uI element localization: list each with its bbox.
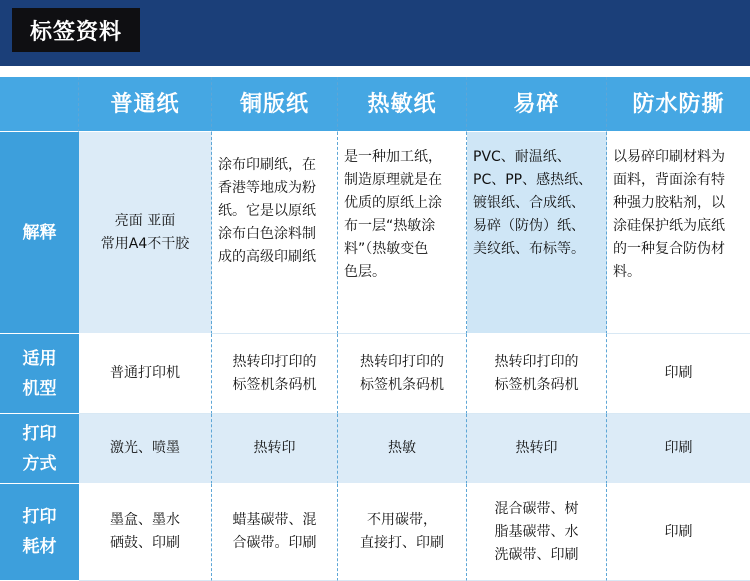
table-cell: 热转印打印的 标签机条码机 bbox=[467, 334, 607, 414]
table-cell: 蜡基碳带、混 合碳带。印刷 bbox=[212, 484, 338, 581]
column-header-coated-paper: 铜版纸 bbox=[212, 77, 338, 132]
table-cell: 热转印 bbox=[212, 414, 338, 484]
header-corner bbox=[0, 77, 79, 132]
table-cell: 印刷 bbox=[607, 334, 750, 414]
table-cell: 亮面 亚面 常用A4不干胶 bbox=[79, 132, 212, 334]
table-cell: 混合碳带、树 脂基碳带、水 洗碳带、印刷 bbox=[467, 484, 607, 581]
table-cell: 热敏 bbox=[338, 414, 467, 484]
table-cell: 热转印 bbox=[467, 414, 607, 484]
table-cell: 以易碎印刷材料为 面料，背面涂有特 种强力胶粘剂，以 涂硅保护纸为底纸 的一种复合防伪材 料。 bbox=[607, 132, 750, 334]
table-cell: 涂布印刷纸，在 香港等地成为粉 纸。它是以原纸 涂布白色涂料制 成的高级印刷纸 bbox=[212, 132, 338, 334]
table-cell: 激光、喷墨 bbox=[79, 414, 212, 484]
top-bar bbox=[0, 0, 750, 66]
row-header-print-method: 打印 方式 bbox=[0, 414, 79, 484]
table-cell: 普通打印机 bbox=[79, 334, 212, 414]
table-cell: 印刷 bbox=[607, 484, 750, 581]
row-header-consumables: 打印 耗材 bbox=[0, 484, 79, 581]
column-header-thermal-paper: 热敏纸 bbox=[338, 77, 467, 132]
table-cell: 印刷 bbox=[607, 414, 750, 484]
table-cell: 不用碳带， 直接打、印刷 bbox=[338, 484, 467, 581]
column-header-plain-paper: 普通纸 bbox=[79, 77, 212, 132]
label-comparison-table bbox=[0, 77, 750, 581]
row-header-explanation: 解释 bbox=[0, 132, 79, 334]
table-cell: 热转印打印的 标签机条码机 bbox=[338, 334, 467, 414]
divider bbox=[0, 66, 750, 77]
page-title: 标签资料 bbox=[12, 8, 140, 52]
row-header-models: 适用 机型 bbox=[0, 334, 79, 414]
table-cell: 是一种加工纸， 制造原理就是在 优质的原纸上涂 布一层“热敏涂 料”（热敏变色 色层。 bbox=[338, 132, 467, 334]
column-header-waterproof: 防水防撕 bbox=[607, 77, 750, 132]
column-header-fragile: 易碎 bbox=[467, 77, 607, 132]
table-cell: 热转印打印的 标签机条码机 bbox=[212, 334, 338, 414]
table-cell: 墨盒、墨水 硒鼓、印刷 bbox=[79, 484, 212, 581]
table-cell: PVC、耐温纸、 PC、PP、感热纸、 镀银纸、合成纸、 易碎（防伪）纸、 美纹纸、布标等。 bbox=[467, 132, 607, 334]
